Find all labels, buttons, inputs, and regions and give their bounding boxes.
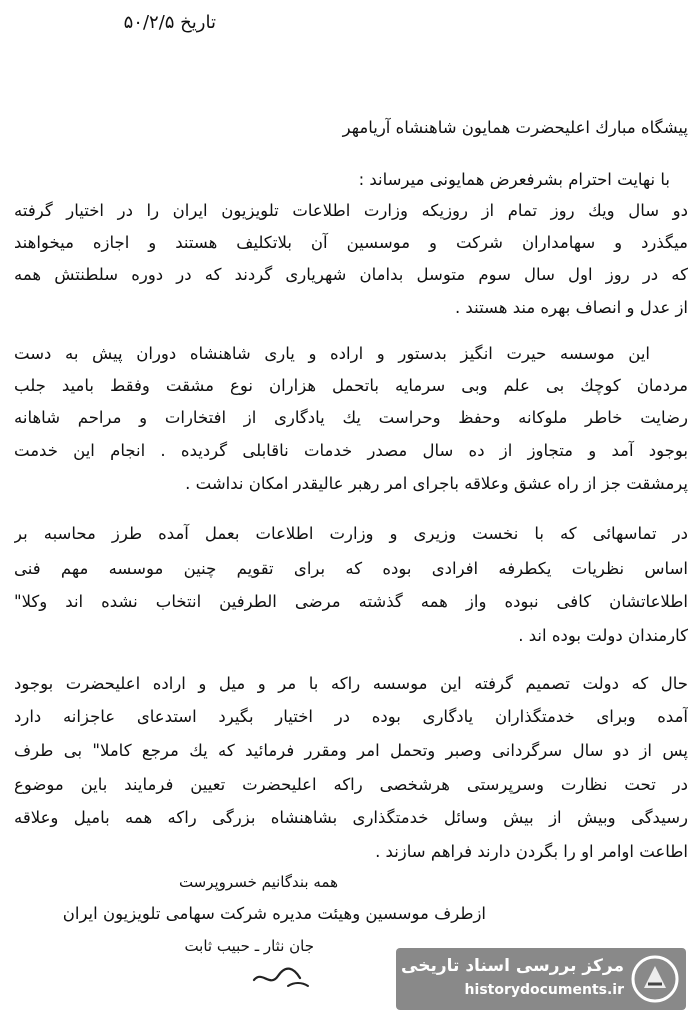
- paragraph-3-line-3: اطلاعاتشان كافی نبوده واز همه گذشته مرضی الطرفین انتخاب نشده اند وكلا": [14, 592, 688, 611]
- watermark-url: historydocuments.ir: [464, 982, 624, 998]
- opening-line: با نهایت احترام بشرفعرض همایونی میرساند :: [358, 170, 670, 189]
- archive-watermark: [396, 948, 686, 1010]
- date-label: تاریخ: [180, 12, 216, 33]
- date-value: ۵۰/۲/۵: [123, 12, 175, 33]
- letter-date: [76, 10, 216, 36]
- paragraph-3-line-4: كارمندان دولت بوده اند .: [518, 626, 688, 645]
- paragraph-4-line-1: حال كه دولت تصمیم گرفته این موسسه راكه با مر و میل و اراده اعلیحضرت بوجود: [14, 674, 688, 693]
- archive-emblem-icon: [630, 954, 680, 1004]
- paragraph-1-line-3: كه در روز اول سال سوم متوسل بدامان شهریاری گردند كه در دوره سلطنتش همه: [14, 265, 688, 284]
- paragraph-4-line-2: آمده وبرای خدمتگذاران یادگاری بوده در اختیار بگیرد استدعای عاجزانه دارد: [14, 707, 688, 726]
- paragraph-1-line-1: دو سال ویك روز تمام از روزیكه وزارت اطلاعات تلویزیون ایران را در اختیار گرفته: [14, 201, 688, 220]
- closing-line: همه بندگانیم خسروپرست: [178, 873, 338, 891]
- paragraph-4-line-5: رسیدگی وبیش از بیش وسائل خدمتگذاری بشاهنشاه بزرگی راكه همه بامیل وعلاقه: [14, 808, 688, 827]
- paragraph-2-line-1: این موسسه حیرت انگیز بدستور و اراده و یاری شاهنشاه دوران پیش به دست: [14, 344, 650, 363]
- watermark-organization: مركز بررسی اسناد تاریخی: [401, 956, 624, 976]
- paragraph-1-line-4: از عدل و انصاف بهره مند هستند .: [454, 298, 688, 317]
- signature-scribble: [248, 962, 318, 992]
- paragraph-4-line-4: در تحت نظارت وسرپرستی هرشخصی راكه اعلیحضرت تعیین فرمایند باین موضوع: [14, 775, 688, 794]
- paragraph-4-line-6: اطاعت اوامر او را بگردن دارند فراهم سازند .: [375, 842, 688, 861]
- paragraph-2-line-3: رضایت خاطر ملوكانه وحفظ وحراست يك یادگاری از افتخارات و مراحم شاهانه: [14, 408, 688, 427]
- paragraph-4-line-3: پس از دو سال سرگردانی وصبر وتحمل امر ومقرر فرمائید كه يك مرجع كاملا" بی طرف: [14, 741, 688, 760]
- paragraph-2-line-2: مردمان كوچك بی علم وبی سرمایه باتحمل هزاران نوع مشقت وفقط باميد جلب: [14, 376, 688, 395]
- paragraph-2-line-5: پرمشقت جز از راه عشق وعلاقه باجرای امر رهبر عالیقدر امكان نداشت .: [185, 474, 688, 493]
- paragraph-3-line-1: در تماسهائی كه با نخست وزیری و وزارت اطلاعات بعمل آمده طرز محاسبه بر: [14, 524, 688, 543]
- paragraph-1-line-2: میگذرد و سهامداران شركت و موسسین آن بلاتكلیف هستند و اجازه میخواهند: [14, 233, 688, 252]
- signer-line: جان نثار ـ حبیب ثابت: [184, 937, 314, 955]
- paragraph-3-line-2: اساس نظریات یكطرفه افرادی بوده كه برای تقویم چنین موسسه مهم فنی: [14, 559, 688, 578]
- salutation: پیشگاه مبارك اعلیحضرت همایون شاهنشاه آریامهر: [342, 118, 688, 137]
- signatory-line: ازطرف موسسین وهیئت مدیره شركت سهامی تلویزیون ایران: [62, 904, 486, 923]
- paragraph-2-line-4: بوجود آمد و متجاوز از ده سال مصدر خدمات ناقابلی گردیده . انجام این خدمت: [14, 441, 688, 460]
